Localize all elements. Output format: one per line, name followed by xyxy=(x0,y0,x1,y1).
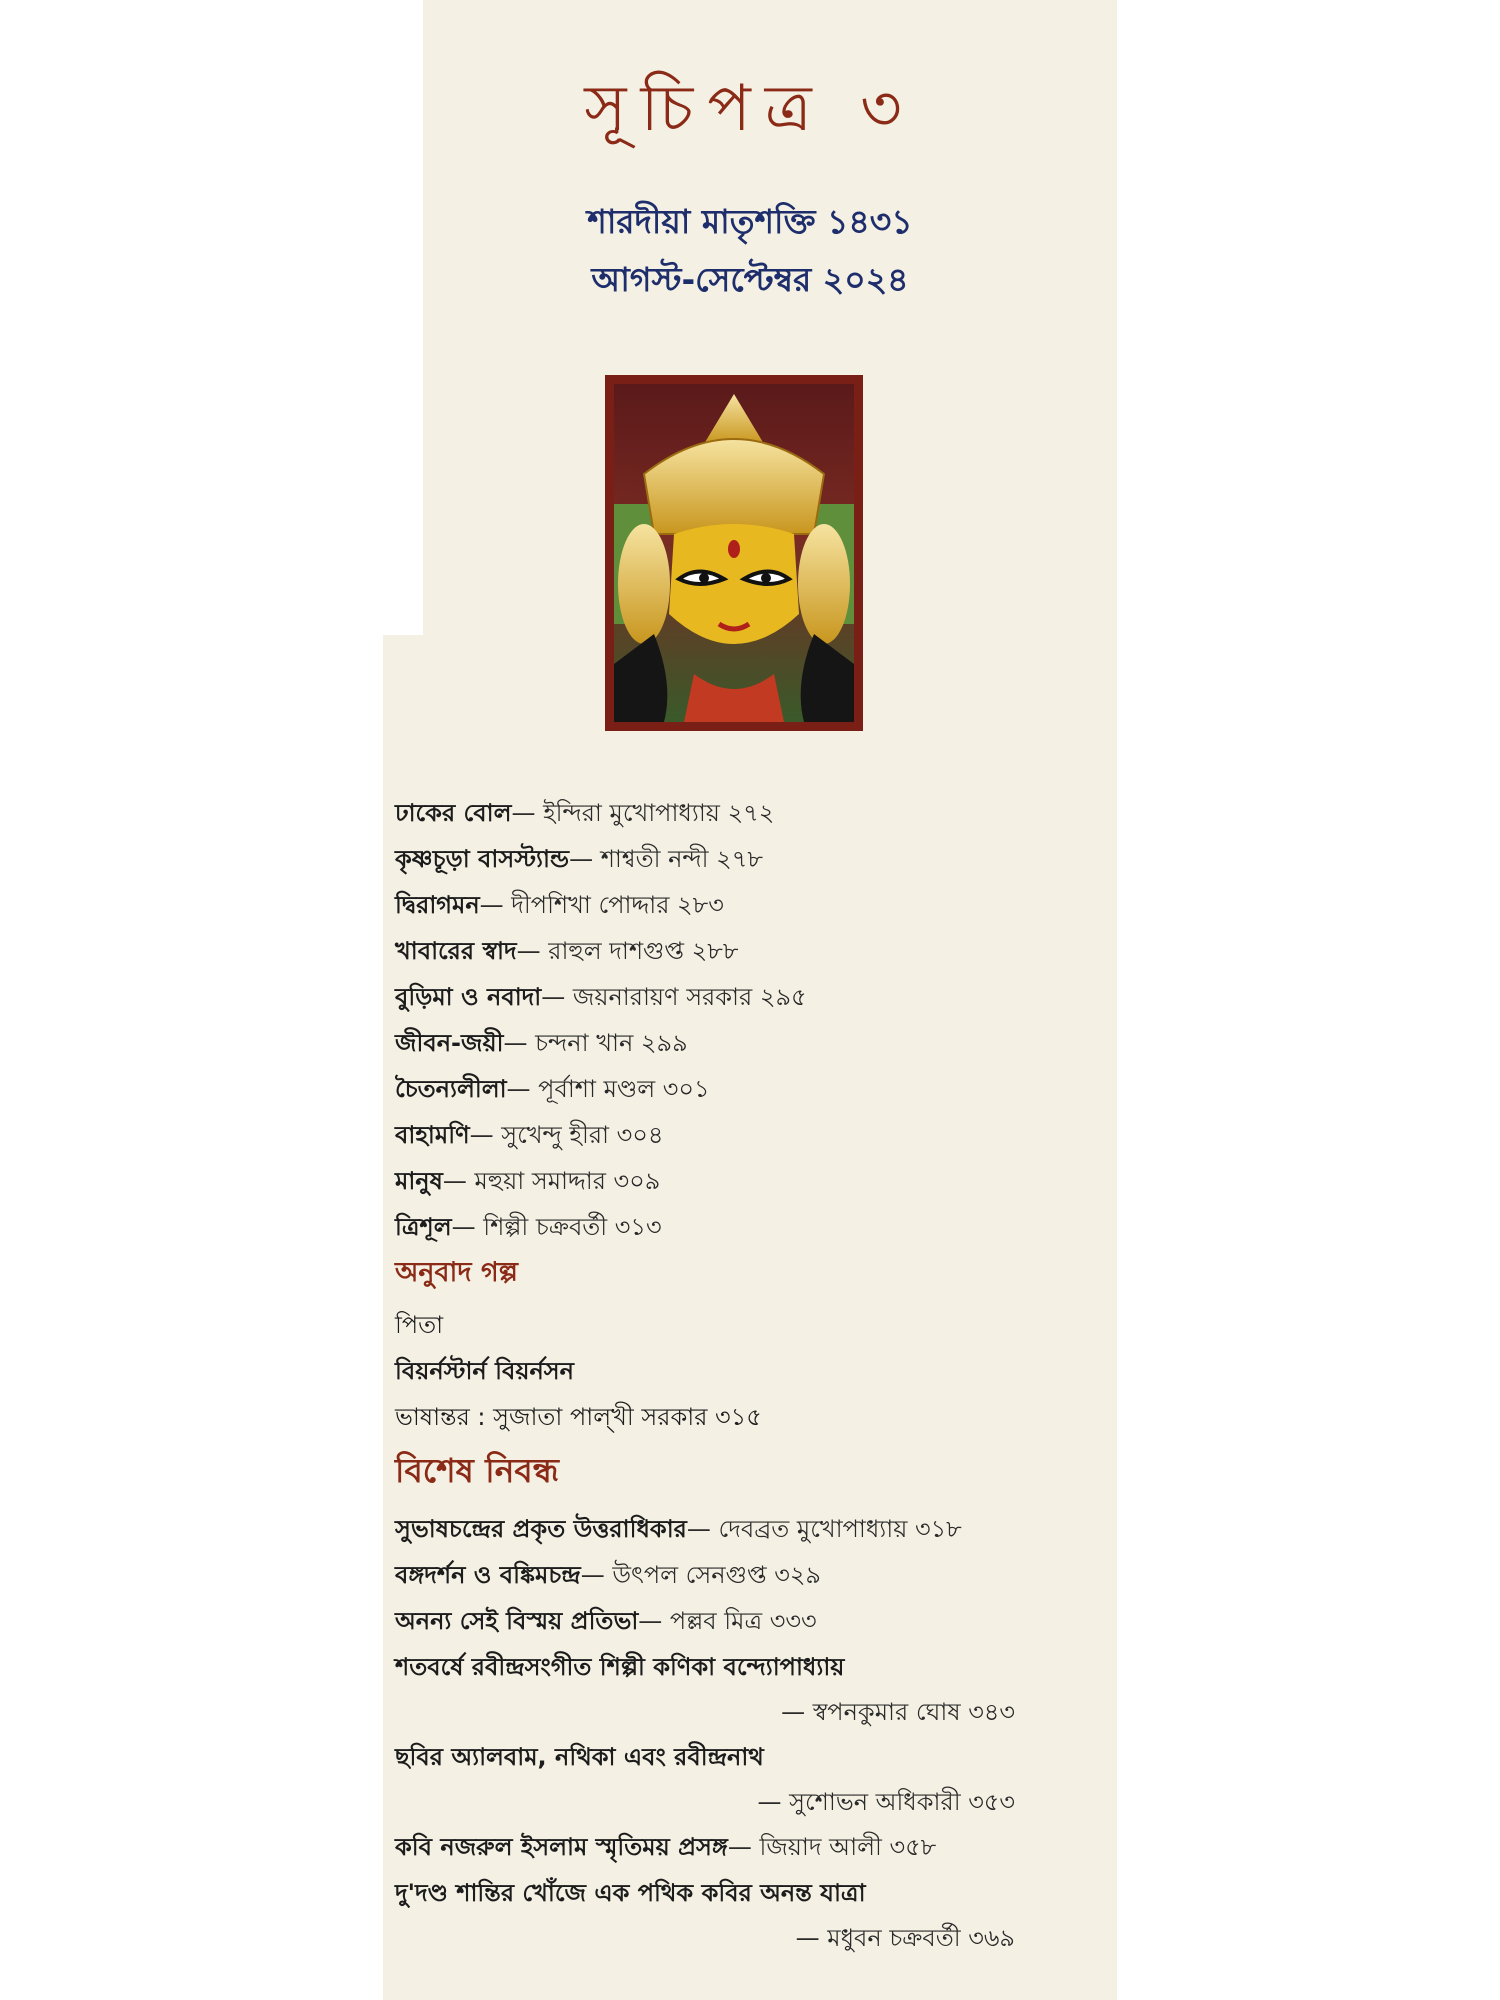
essay-entry[interactable]: কবি নজরুল ইসলাম স্মৃতিময় প্রসঙ্গ— জিয়াদ আলী ৩৫৮ xyxy=(395,1833,937,1861)
story-entry[interactable]: জীবন-জয়ী— চন্দনা খান ২৯৯ xyxy=(395,1029,688,1057)
essay-title[interactable]: ছবির অ্যালবাম, নথিকা এবং রবীন্দ্রনাথ xyxy=(395,1743,764,1771)
translated-story-translator: ভাষান্তর : সুজাতা পাল্খী সরকার ৩১৫ xyxy=(395,1403,762,1431)
story-entry[interactable]: মানুষ— মহুয়া সমাদ্দার ৩০৯ xyxy=(395,1167,661,1195)
story-entry[interactable]: কৃষ্ণচূড়া বাসস্ট্যান্ড— শাশ্বতী নন্দী ২৭৮ xyxy=(395,845,763,873)
essay-title[interactable]: দু'দণ্ড শান্তির খোঁজে এক পথিক কবির অনন্ত যাত্রা xyxy=(395,1879,866,1907)
translated-story-author: বিয়র্নস্টার্ন বিয়র্নসন xyxy=(395,1357,574,1385)
translated-story-title[interactable]: পিতা xyxy=(395,1311,444,1339)
durga-illustration xyxy=(605,375,863,731)
essay-entry[interactable]: সুভাষচন্দ্রের প্রকৃত উত্তরাধিকার— দেবব্রত মুখোপাধ্যায় ৩১৮ xyxy=(395,1515,962,1543)
essay-author: — সুশোভন অধিকারী ৩৫৩ xyxy=(757,1788,1015,1816)
section-heading-translated: অনুবাদ গল্প xyxy=(395,1257,518,1288)
story-entry[interactable]: বুড়িমা ও নবাদা— জয়নারায়ণ সরকার ২৯৫ xyxy=(395,983,807,1011)
essay-entry[interactable]: অনন্য সেই বিস্ময় প্রতিভা— পল্লব মিত্র ৩৩৩ xyxy=(395,1607,817,1635)
story-entry[interactable]: ত্রিশূল— শিল্পী চক্রবর্তী ৩১৩ xyxy=(395,1213,662,1241)
page-title: সূচিপত্র ৩ xyxy=(584,72,916,146)
essay-author: — মধুবন চক্রবর্তী ৩৬৯ xyxy=(795,1924,1015,1952)
story-entry[interactable]: বাহামণি— সুখেন্দু হীরা ৩০৪ xyxy=(395,1121,664,1149)
story-entry[interactable]: চৈতন্যলীলা— পূর্বাশা মণ্ডল ৩০১ xyxy=(395,1075,710,1103)
section-heading-essays: বিশেষ নিবন্ধ xyxy=(395,1451,559,1490)
essay-entry[interactable]: বঙ্গদর্শন ও বঙ্কিমচন্দ্র— উৎপল সেনগুপ্ত ৩২৯ xyxy=(395,1561,822,1589)
story-entry[interactable]: দ্বিরাগমন— দীপশিখা পোদ্দার ২৮৩ xyxy=(395,891,724,919)
magazine-name: শারদীয়া মাতৃশক্তি ১৪৩১ xyxy=(587,202,913,241)
story-entry[interactable]: ঢাকের বোল— ইন্দিরা মুখোপাধ্যায় ২৭২ xyxy=(395,799,775,827)
magazine-page xyxy=(383,0,1117,2000)
contents-list xyxy=(395,790,1105,1960)
essay-author: — স্বপনকুমার ঘোষ ৩৪৩ xyxy=(781,1698,1015,1726)
issue-date: আগস্ট-সেপ্টেম্বর ২০২৪ xyxy=(591,260,909,299)
page-edge-strip xyxy=(383,0,423,635)
durga-face-image xyxy=(614,384,854,722)
story-entry[interactable]: খাবারের স্বাদ— রাহুল দাশগুপ্ত ২৮৮ xyxy=(395,937,739,965)
essay-title[interactable]: শতবর্ষে রবীন্দ্রসংগীত শিল্পী কণিকা বন্দ্যোপাধ্যায় xyxy=(395,1653,845,1681)
